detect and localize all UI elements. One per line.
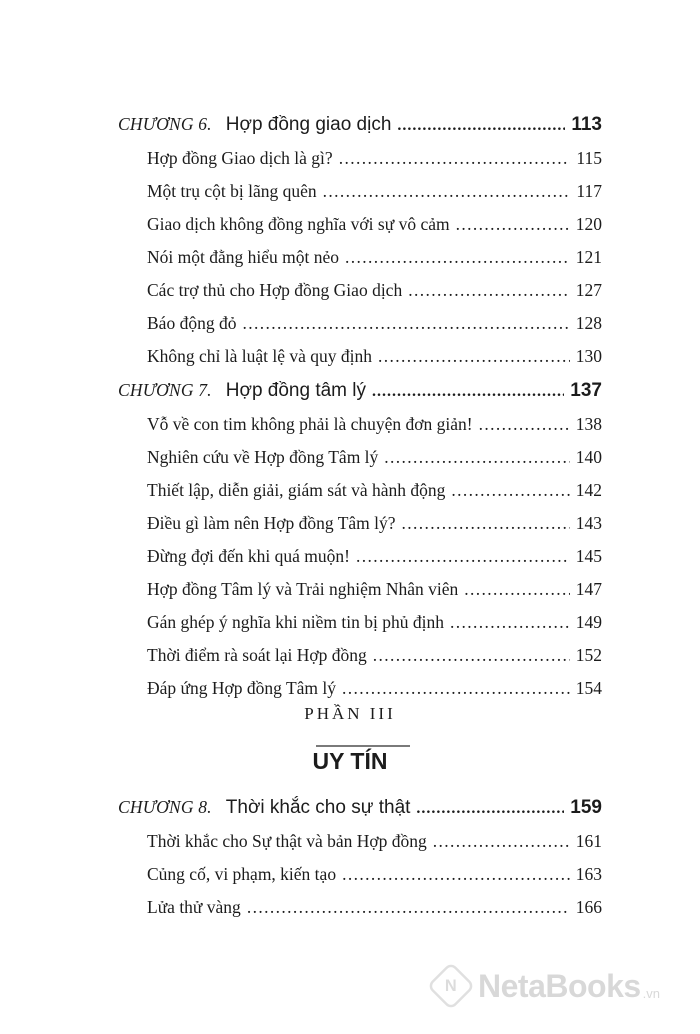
dot-leader (356, 546, 570, 567)
toc-entry[interactable] (147, 148, 602, 169)
entry-page-number: 128 (575, 313, 602, 333)
dot-leader (345, 247, 570, 268)
dot-leader (323, 181, 571, 202)
entry-title: Nghiên cứu về Hợp đồng Tâm lý (147, 447, 379, 467)
dot-leader (247, 897, 570, 918)
entry-page-number: 143 (575, 513, 602, 533)
entry-page-number: 121 (575, 247, 602, 267)
part-label: PHẦN III (304, 704, 396, 723)
dot-leader (456, 214, 570, 235)
entry-title: Thiết lập, diễn giải, giám sát và hành động (147, 480, 446, 500)
dot-leader (339, 148, 571, 169)
entry-title: Nói một đằng hiểu một nẻo (147, 247, 339, 267)
part-divider (316, 745, 410, 747)
toc-entry[interactable] (147, 831, 602, 852)
chapter-title: Hợp đồng tâm lý (225, 380, 367, 401)
chapter-page-number: 159 (570, 797, 602, 818)
entry-title: Gán ghép ý nghĩa khi niềm tin bị phủ định (147, 612, 444, 632)
entry-title: Giao dịch không đồng nghĩa với sự vô cảm (147, 214, 450, 234)
toc-entry[interactable] (147, 181, 602, 202)
chapter-title: Thời khắc cho sự thật (225, 797, 411, 818)
toc-chapter-6[interactable] (118, 114, 602, 136)
entry-page-number: 127 (575, 280, 602, 300)
dot-leader (384, 447, 569, 468)
chapter-label: CHƯƠNG 6. (118, 114, 212, 134)
entry-title: Điều gì làm nên Hợp đồng Tâm lý? (147, 513, 396, 533)
entry-title: Hợp đồng Tâm lý và Trải nghiệm Nhân viên (147, 579, 459, 599)
toc-entry[interactable] (147, 864, 602, 885)
entry-title: Một trụ cột bị lãng quên (147, 181, 317, 201)
entry-page-number: 130 (575, 346, 602, 366)
dot-leader (373, 645, 570, 666)
entry-page-number: 154 (575, 678, 602, 698)
watermark-brand: NetaBooks (478, 967, 641, 1004)
dot-leader (408, 280, 570, 301)
entry-page-number: 115 (576, 148, 602, 168)
entry-page-number: 161 (575, 831, 602, 851)
entry-title: Đáp ứng Hợp đồng Tâm lý (147, 678, 337, 698)
netabooks-logo-icon: N (427, 962, 476, 1011)
toc-chapter-8[interactable] (118, 797, 602, 819)
dot-leader (450, 612, 570, 633)
entry-title: Không chỉ là luật lệ và quy định (147, 346, 373, 366)
chapter-page-number: 113 (571, 114, 602, 135)
toc-entry[interactable] (147, 414, 602, 435)
toc-entry[interactable] (147, 579, 602, 600)
entry-page-number: 149 (575, 612, 602, 632)
toc-entry[interactable] (147, 280, 602, 301)
dot-leader (402, 513, 570, 534)
entry-page-number: 145 (575, 546, 602, 566)
chapter-label: CHƯƠNG 8. (118, 797, 212, 817)
entry-title: Lửa thử vàng (147, 897, 241, 917)
entry-page-number: 163 (575, 864, 602, 884)
entry-page-number: 142 (575, 480, 602, 500)
entry-page-number: 152 (575, 645, 602, 665)
toc-entry[interactable] (147, 612, 602, 633)
dot-leader (433, 831, 570, 852)
entry-page-number: 138 (575, 414, 602, 434)
entry-title: Báo động đỏ (147, 313, 237, 333)
entry-title: Hợp đồng Giao dịch là gì? (147, 148, 333, 168)
entry-title: Đừng đợi đến khi quá muộn! (147, 546, 350, 566)
toc-entry[interactable] (147, 645, 602, 666)
entry-page-number: 166 (575, 897, 602, 917)
entry-page-number: 117 (576, 181, 602, 201)
entry-page-number: 120 (575, 214, 602, 234)
toc-entry[interactable] (147, 247, 602, 268)
dot-leader (479, 414, 570, 435)
chapter-label: CHƯƠNG 7. (118, 380, 212, 400)
dot-leader (378, 346, 570, 367)
part-title: UY TÍN (312, 748, 388, 774)
toc-entry[interactable] (147, 678, 602, 699)
toc-entry[interactable] (147, 546, 602, 567)
entry-page-number: 147 (575, 579, 602, 599)
toc-entry[interactable] (147, 346, 602, 367)
toc-chapter-7[interactable] (118, 380, 602, 402)
dot-leader (342, 864, 570, 885)
toc-entry[interactable] (147, 897, 602, 918)
dot-leader (451, 480, 569, 501)
chapter-title: Hợp đồng giao dịch (225, 114, 392, 135)
entry-page-number: 140 (575, 447, 602, 467)
dot-leader (416, 800, 564, 818)
toc-entry[interactable] (147, 313, 602, 334)
dot-leader (397, 117, 565, 135)
dot-leader (464, 579, 569, 600)
toc-entry[interactable] (147, 480, 602, 501)
toc-entry[interactable] (147, 513, 602, 534)
toc-entry[interactable] (147, 447, 602, 468)
chapter-page-number: 137 (570, 380, 602, 401)
dot-leader (342, 678, 570, 699)
entry-title: Củng cố, vi phạm, kiến tạo (147, 864, 337, 884)
entry-title: Các trợ thủ cho Hợp đồng Giao dịch (147, 280, 403, 300)
watermark (430, 965, 660, 1007)
entry-title: Thời khắc cho Sự thật và bản Hợp đồng (147, 831, 427, 851)
dot-leader (242, 313, 569, 334)
toc-entry[interactable] (147, 214, 602, 235)
watermark-suffix: .vn (642, 985, 660, 1001)
dot-leader (372, 383, 564, 401)
entry-title: Thời điểm rà soát lại Hợp đồng (147, 645, 367, 665)
entry-title: Vỗ về con tim không phải là chuyện đơn giản! (147, 414, 473, 434)
